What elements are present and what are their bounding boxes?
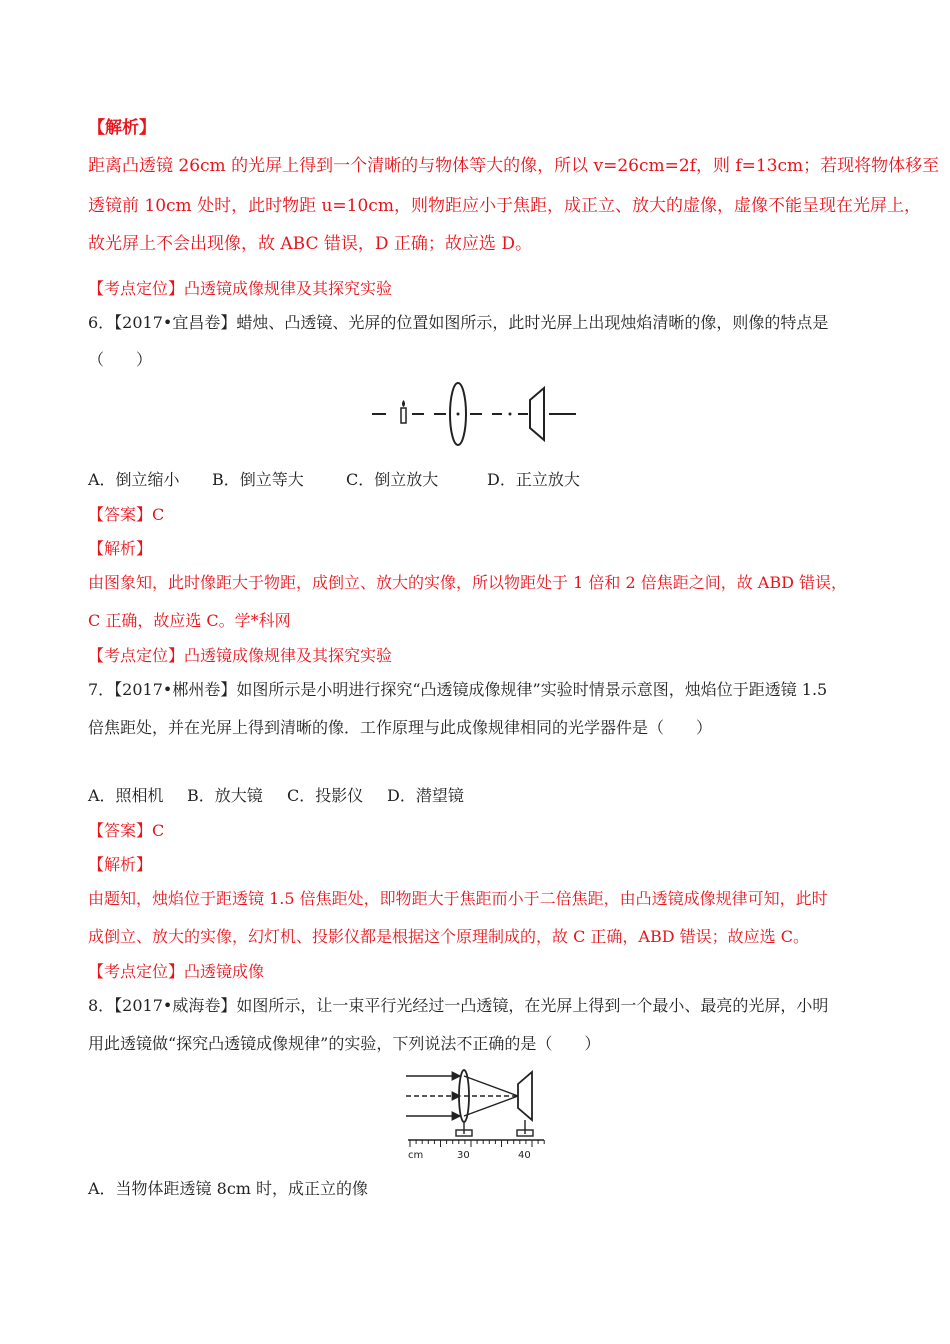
q8-ruler-ticks: [410, 1140, 544, 1147]
q6-option-c[interactable]: C．倒立放大: [346, 470, 439, 489]
q7-option-c[interactable]: C．投影仪: [287, 786, 364, 805]
q6-answer: 【答案】C: [88, 505, 165, 524]
q5-jiexi-line-1: 距离凸透镜 26cm 的光屏上得到一个清晰的与物体等大的像，所以 v=26cm=2f，则 f=13cm；若现将物体移至: [88, 156, 940, 176]
q6-jiexi-line-1: 由图象知，此时像距大于物距，成倒立、放大的实像，所以物距处于 1 倍和 2 倍焦距之间，故 ABD 错误，: [88, 573, 848, 592]
q7-option-d[interactable]: D．潜望镜: [387, 786, 464, 805]
q8-ruler-tick-40: 40: [518, 1150, 531, 1161]
q5-jiexi-line-3: 故光屏上不会出现像，故 ABC 错误，D 正确；故应选 D。: [88, 234, 532, 254]
q6-figure-candle-lens-screen: [368, 378, 583, 448]
q5-kaodian: 【考点定位】凸透镜成像规律及其探究实验: [88, 279, 393, 298]
q6-option-a[interactable]: A．倒立缩小: [88, 470, 180, 489]
q7-jiexi-line-1: 由题知，烛焰位于距透镜 1.5 倍焦距处，即物距大于焦距而小于二倍焦距，由凸透镜成像规律可知，此时: [88, 889, 828, 908]
q7-stem-line-2: 倍焦距处，并在光屏上得到清晰的像．工作原理与此成像规律相同的光学器件是（ ）: [88, 718, 713, 737]
q6-kaodian: 【考点定位】凸透镜成像规律及其探究实验: [88, 646, 393, 665]
q8-ruler-tick-30: 30: [457, 1150, 470, 1161]
q6-option-d[interactable]: D．正立放大: [487, 470, 580, 489]
q7-options: [88, 786, 464, 806]
q7-stem-line-1: 7．【2017•郴州卷】如图所示是小明进行探究“凸透镜成像规律”实验时情景示意图，烛焰位于距透镜 1.5: [88, 680, 828, 699]
q8-figure-parallel-light-lens-screen: [404, 1064, 549, 1162]
q6-jiexi-line-2: C 正确，故应选 C。学*科网: [88, 611, 291, 630]
q5-jiexi-label: 【解析】: [88, 118, 156, 138]
q6-options: [88, 470, 580, 490]
candle-icon: [401, 400, 406, 423]
q6-option-b[interactable]: B．倒立等大: [212, 470, 304, 489]
q7-answer: 【答案】C: [88, 821, 165, 840]
q8-stem-line-1: 8．【2017•威海卷】如图所示，让一束平行光经过一凸透镜，在光屏上得到一个最小、最亮的光屏，小明: [88, 996, 829, 1015]
q5-jiexi-line-2: 透镜前 10cm 处时，此时物距 u=10cm，则物距应小于焦距，成正立、放大的虚像，虚像不能呈现在光屏上，: [88, 196, 921, 216]
q7-option-b[interactable]: B．放大镜: [187, 786, 263, 805]
q7-jiexi-label: 【解析】: [88, 855, 153, 874]
q8-stem-line-2: 用此透镜做“探究凸透镜成像规律”的实验，下列说法不正确的是（ ）: [88, 1034, 601, 1053]
q7-option-a[interactable]: A．照相机: [88, 786, 164, 805]
q7-jiexi-line-2: 成倒立、放大的实像，幻灯机、投影仪都是根据这个原理制成的，故 C 正确，ABD 错误；故应选 C。: [88, 927, 809, 946]
q7-kaodian: 【考点定位】凸透镜成像: [88, 962, 265, 981]
q8-option-a[interactable]: A．当物体距透镜 8cm 时，成正立的像: [88, 1179, 369, 1198]
q6-jiexi-label: 【解析】: [88, 539, 153, 558]
q6-stem-line-2: （ ）: [88, 350, 153, 369]
q8-ruler-unit: cm: [408, 1150, 424, 1161]
q6-stem-line-1: 6．【2017•宜昌卷】蜡烛、凸透镜、光屏的位置如图所示，此时光屏上出现烛焰清晰的像，则像的特点是: [88, 313, 829, 332]
